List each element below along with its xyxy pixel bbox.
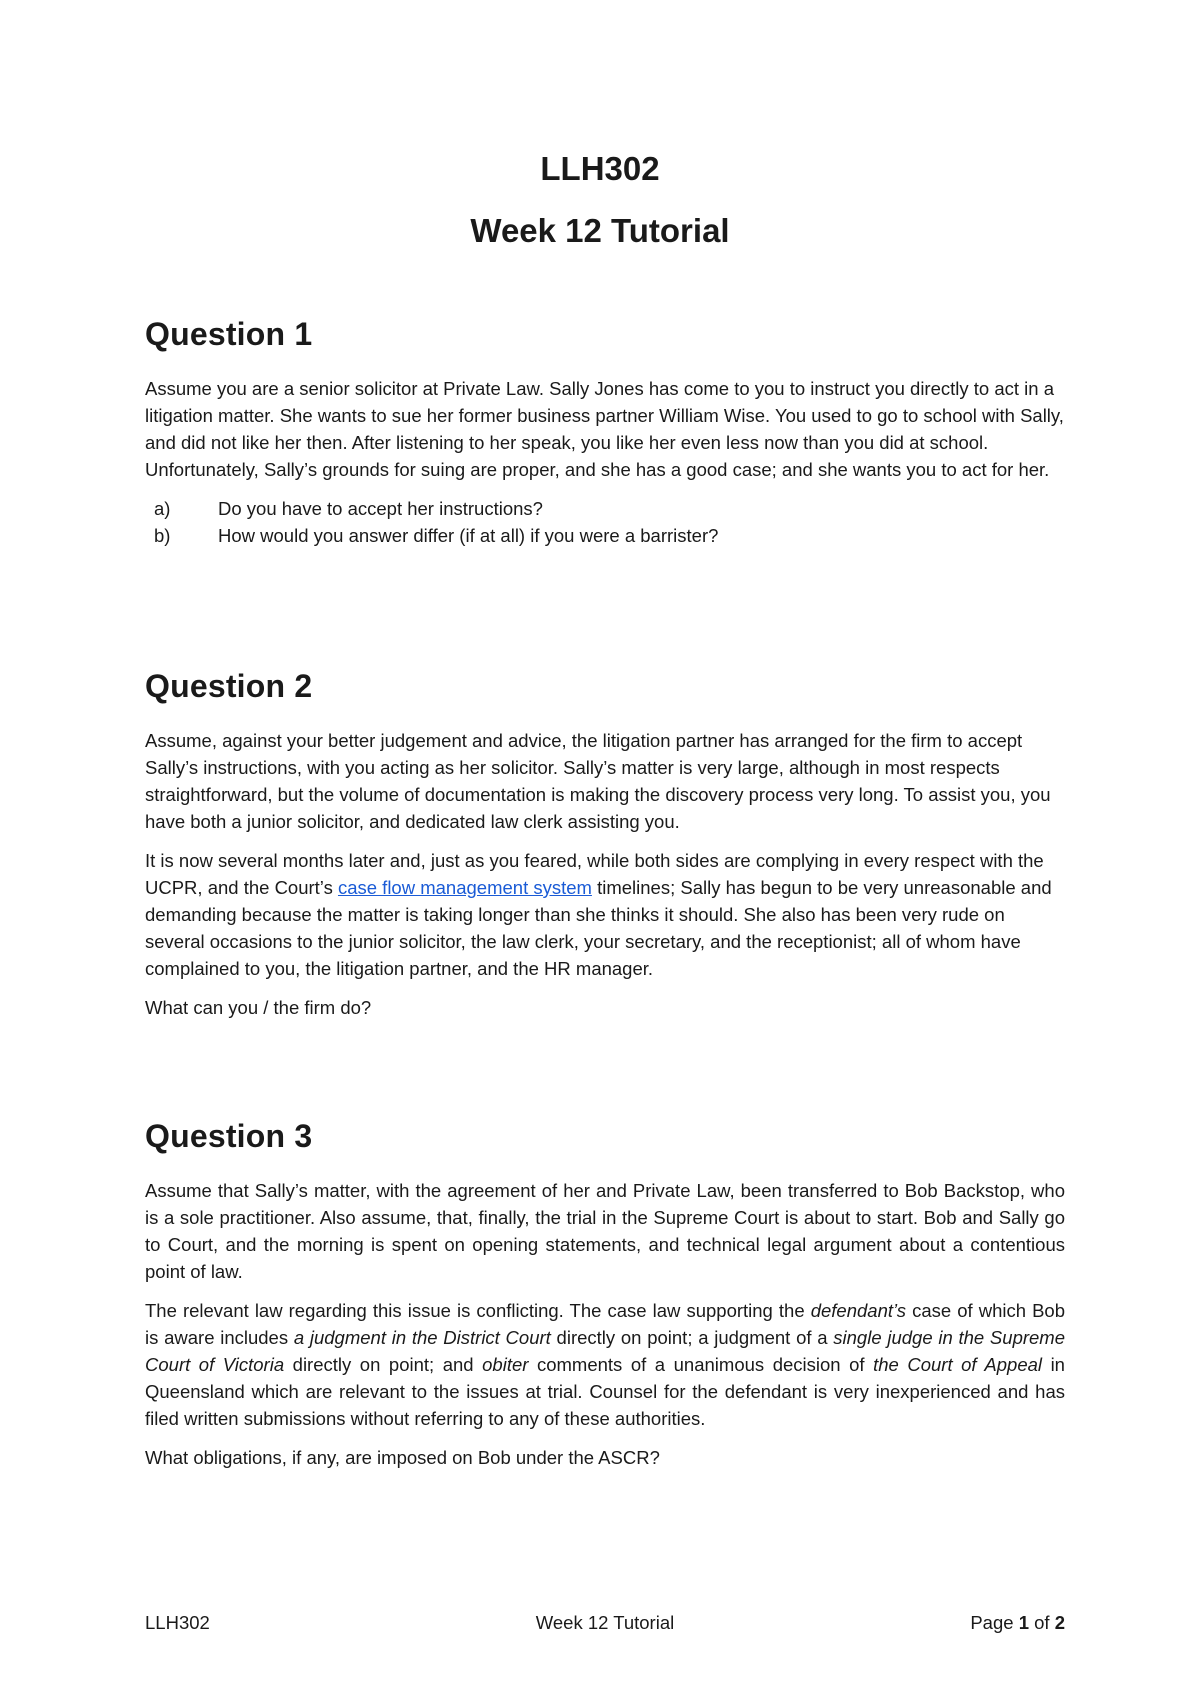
footer-course-code: LLH302 <box>145 1612 210 1633</box>
italic-text: obiter <box>482 1354 529 1375</box>
question-3-heading: Question 3 <box>145 1118 313 1154</box>
question-3-paragraph-2 <box>145 1297 1065 1432</box>
page-current: 1 <box>1018 1612 1029 1633</box>
question-1-list <box>145 495 1065 549</box>
document-title: Week 12 Tutorial <box>470 212 730 249</box>
list-item-text: How would you answer differ (if at all) if you were a barrister? <box>218 525 719 546</box>
text-run: The relevant law regarding this issue is conflicting. The case law supporting the <box>145 1300 811 1321</box>
page-footer <box>145 1612 1065 1634</box>
question-2-heading: Question 2 <box>145 668 313 704</box>
list-item-text: Do you have to accept her instructions? <box>218 498 543 519</box>
page-word: Page <box>970 1612 1014 1633</box>
question-2-paragraph-2 <box>145 847 1065 982</box>
question-3-section <box>145 1118 1065 1483</box>
page-total: 2 <box>1054 1612 1065 1633</box>
text-run: directly on point; and <box>284 1354 483 1375</box>
question-2-paragraph-3: What can you / the firm do? <box>145 997 372 1018</box>
list-marker: b) <box>154 525 171 546</box>
question-3-paragraph-1: Assume that Sally’s matter, with the agreement of her and Private Law, been transferred to Bob Backstop, who is a sole practitioner. Also assume, that, finally, the trial in the Supreme Court is about to start. Bob and Sally go to Court, and the morning is spent on opening statements, and technical legal argument about a contentious point of law. <box>145 1180 1065 1282</box>
text-run: timelines; Sally has begun to be very unreasonable and demanding because the matter is taking longer than she thinks it should. She also has been very rude on several occasions to the junior solicitor, the law clerk, your secretary, and the receptionist; all of whom have complained to you, the litigation partner, and the HR manager. <box>145 877 1052 979</box>
question-1-section <box>145 316 1065 549</box>
italic-text: a judgment in the District Court <box>293 1327 551 1348</box>
footer-title: Week 12 Tutorial <box>535 1612 675 1633</box>
page-of: of <box>1034 1612 1050 1633</box>
list-item <box>145 495 1065 522</box>
question-2-paragraph-1: Assume, against your better judgement and advice, the litigation partner has arranged for the firm to accept Sally’s instructions, with you acting as her solicitor. Sally’s matter is very large, although in most respects straightforward, but the volume of documentation is making the discovery process very long. To assist you, you have both a junior solicitor, and dedicated law clerk assisting you. <box>145 730 1051 832</box>
italic-text: defendant’s <box>810 1300 907 1321</box>
italic-text: single judge in the Supreme Court of Victoria <box>145 1327 1066 1375</box>
text-run: case of which Bob is aware includes <box>145 1300 1066 1348</box>
question-3-paragraph-3: What obligations, if any, are imposed on Bob under the ASCR? <box>145 1447 660 1468</box>
case-flow-management-link[interactable]: case flow management system <box>337 877 592 898</box>
question-2-section <box>145 668 1065 1033</box>
text-run: It is now several months later and, just as you feared, while both sides are complying in every respect with the UCPR, and the Court’s <box>145 850 1044 898</box>
text-run: comments of a unanimous decision of <box>528 1354 874 1375</box>
course-code-heading: LLH302 <box>540 150 660 187</box>
list-item <box>145 522 1065 549</box>
text-run: in Queensland which are relevant to the issues at trial. Counsel for the defendant is very inexperienced and has filed written submissions without referring to any of these authorities. <box>145 1354 1065 1429</box>
question-1-paragraph: Assume you are a senior solicitor at Private Law. Sally Jones has come to you to instruct you directly to act in a litigation matter. She wants to sue her former business partner William Wise. You used to go to school with Sally, and did not like her then. After listening to her speak, you like her even less now than you did at school. Unfortunately, Sally’s grounds for suing are proper, and she has a good case; and she wants you to act for her. <box>145 378 1064 480</box>
italic-text: the Court of Appeal <box>873 1354 1043 1375</box>
list-marker: a) <box>154 498 171 519</box>
question-1-heading: Question 1 <box>145 316 313 352</box>
text-run: directly on point; a judgment of a <box>550 1327 834 1348</box>
